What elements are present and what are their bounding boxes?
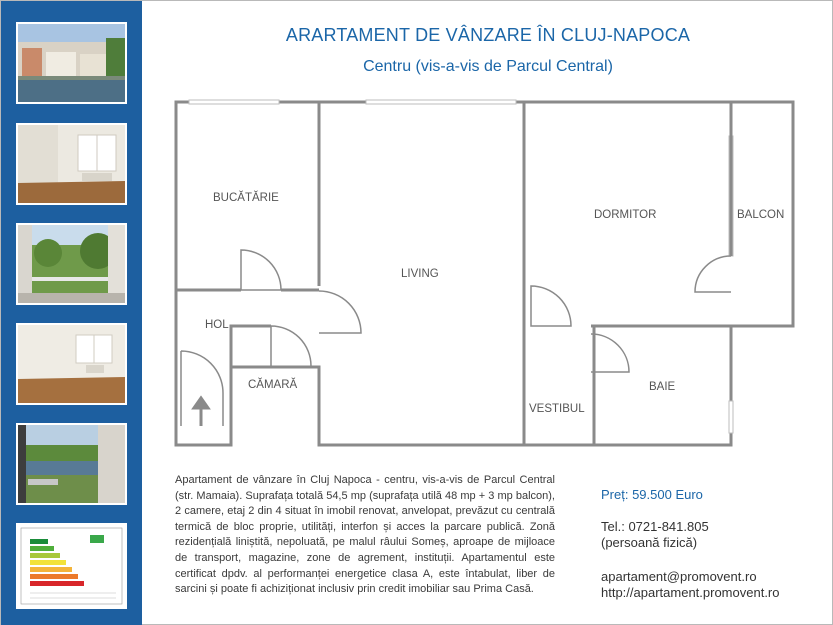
room-label-kitchen: BUCĂTĂRIE xyxy=(213,192,279,204)
page-subtitle: Centru (vis-a-vis de Parcul Central) xyxy=(363,58,613,75)
floor-plan xyxy=(171,96,801,451)
balcony-view-photo[interactable] xyxy=(16,223,127,305)
kitchen-window xyxy=(189,100,279,104)
room-label-bedroom: DORMITOR xyxy=(594,209,657,221)
energy-chart-icon xyxy=(18,525,125,607)
living-door xyxy=(319,291,361,333)
room-label-pantry: CĂMARĂ xyxy=(248,379,298,391)
bath-window xyxy=(729,401,733,433)
river-view-icon xyxy=(18,425,125,503)
photo-sidebar xyxy=(1,1,142,625)
balcony-icon xyxy=(18,225,125,303)
river-buildings-photo[interactable] xyxy=(16,22,127,104)
energy-certificate-image[interactable] xyxy=(16,523,127,609)
page-title: ARARTAMENT DE VÂNZARE ÎN CLUJ-NAPOCA xyxy=(285,25,691,45)
phone-number[interactable]: Tel.: 0721-841.805 xyxy=(601,519,709,534)
room-window-icon xyxy=(18,125,125,203)
room-label-bathroom: BAIE xyxy=(649,381,676,393)
entrance-arrow-icon xyxy=(194,398,208,426)
river-buildings-icon xyxy=(18,24,125,102)
listing-description: Apartament de vânzare în Cluj Napoca - centru, vis-a-vis de Parcul Central (str. Mamaia). Suprafața totală 54,5 mp (suprafața utilă 48 mp + 3 mp balcon), 2 camere, etaj 2 din 4 situat în imobil renovat, anvelopat, prevăzut cu centrală termică de bloc proprie, utilități, interfon și acces la parcare publică. Zonă rezidențială liniștită, nepoluată, pe malul râului Someș, aproape de mijloace de transport, magazine, zone de agrement, instituții. Apartamentul este certificat dpdv. al performanței energetice clasa A, este întabulat, liber de sarcini și poate fi achiziționat inclusiv prin credit imobiliar sau Prima Casă. xyxy=(175,474,555,596)
bathroom-door xyxy=(591,334,629,372)
room-parquet-icon xyxy=(18,325,125,403)
pantry-door xyxy=(271,326,311,366)
room-label-hall: HOL xyxy=(205,319,229,331)
room-label-living: LIVING xyxy=(401,268,439,280)
email-link[interactable]: apartament@promovent.ro xyxy=(601,569,757,584)
room-label-vestibule: VESTIBUL xyxy=(529,403,585,415)
room-label-balcony: BALCON xyxy=(737,209,785,221)
river-view-photo[interactable] xyxy=(16,423,127,505)
empty-room-window-photo[interactable] xyxy=(16,123,127,205)
seller-type: (persoană fizică) xyxy=(601,535,698,550)
room-parquet-photo[interactable] xyxy=(16,323,127,405)
website-link[interactable]: http://apartament.promovent.ro xyxy=(601,585,780,600)
kitchen-door xyxy=(241,250,281,290)
outer-wall xyxy=(176,102,524,445)
balcony-door xyxy=(695,256,731,292)
price-label: Preț: 59.500 Euro xyxy=(601,487,703,502)
living-window xyxy=(366,100,516,104)
outer-wall-right xyxy=(524,102,793,445)
bedroom-door xyxy=(531,286,571,326)
pantry-wall xyxy=(231,326,271,367)
